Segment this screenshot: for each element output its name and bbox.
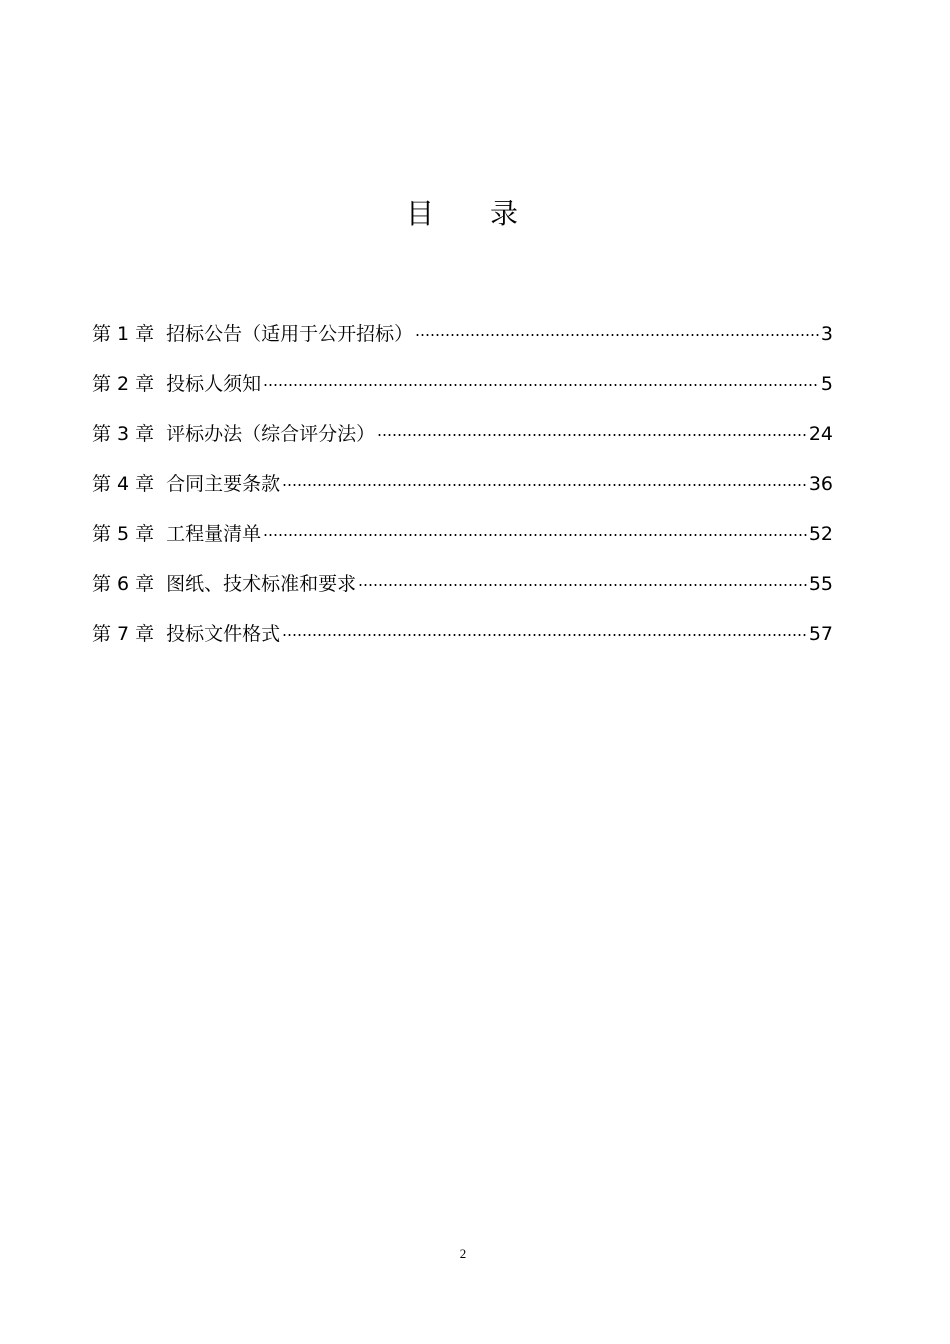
toc-heading: 评标办法（综合评分法） xyxy=(166,423,376,445)
toc-page-number: 57 xyxy=(808,623,833,645)
toc-entry-chapter-1[interactable] xyxy=(92,316,833,366)
toc-title xyxy=(0,192,926,232)
toc-heading: 投标人须知 xyxy=(166,373,262,395)
toc-entry-chapter-5[interactable] xyxy=(92,516,833,566)
toc-dot-leader xyxy=(282,633,807,637)
toc-heading: 图纸、技术标准和要求 xyxy=(166,573,357,595)
toc-heading: 招标公告（适用于公开招标） xyxy=(166,323,414,345)
toc-chapter-label: 第 6 章 xyxy=(92,573,155,595)
toc-page-number: 24 xyxy=(808,423,833,445)
toc-chapter-label: 第 1 章 xyxy=(92,323,155,345)
toc-chapter-label: 第 5 章 xyxy=(92,523,155,545)
toc-list xyxy=(92,316,833,666)
toc-page-number: 52 xyxy=(808,523,833,545)
toc-page-number: 5 xyxy=(820,373,833,395)
toc-chapter-label: 第 4 章 xyxy=(92,473,155,495)
toc-page-number: 36 xyxy=(808,473,833,495)
toc-page-number: 55 xyxy=(808,573,833,595)
toc-entry-chapter-3[interactable] xyxy=(92,416,833,466)
toc-heading: 投标文件格式 xyxy=(166,623,281,645)
toc-heading: 合同主要条款 xyxy=(166,473,281,495)
toc-chapter-label: 第 2 章 xyxy=(92,373,155,395)
toc-title-char-2: 录 xyxy=(490,197,521,230)
toc-dot-leader xyxy=(263,383,819,387)
toc-chapter-label: 第 7 章 xyxy=(92,623,155,645)
toc-chapter-label: 第 3 章 xyxy=(92,423,155,445)
toc-entry-chapter-7[interactable] xyxy=(92,616,833,666)
toc-dot-leader xyxy=(282,483,807,487)
toc-dot-leader xyxy=(415,333,819,337)
toc-dot-leader xyxy=(263,533,807,537)
toc-title-char-1: 目 xyxy=(405,197,436,230)
page-footer-number: 2 xyxy=(459,1246,467,1261)
toc-entry-chapter-2[interactable] xyxy=(92,366,833,416)
toc-page-number: 3 xyxy=(820,323,833,345)
toc-entry-chapter-4[interactable] xyxy=(92,466,833,516)
toc-dot-leader xyxy=(377,433,807,437)
toc-heading: 工程量清单 xyxy=(166,523,262,545)
toc-dot-leader xyxy=(358,583,807,587)
toc-entry-chapter-6[interactable] xyxy=(92,566,833,616)
